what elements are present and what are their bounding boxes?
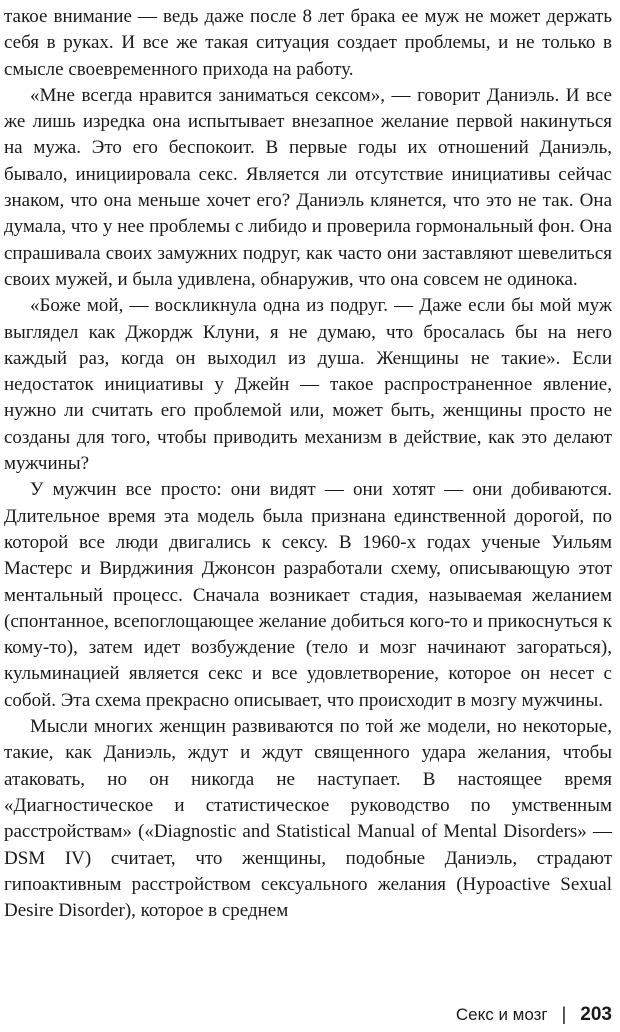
footer-separator: | (561, 1004, 567, 1024)
paragraph-3: «Боже мой, — воскликнула одна из подруг. — Даже если бы мой муж выглядел как Джордж Клуни, я не думаю, что бросалась бы на него каждый раз, когда он выходил из душа. Женщины не такие». Если недостаток инициативы у Джейн — такое распространенное явление, нужно ли считать его проблемой или, может быть, женщины просто не созданы для того, чтобы приводить механизм в действие, как это делают мужчины? (4, 295, 612, 475)
page-number: 203 (580, 1004, 612, 1025)
running-head: Секс и мозг (455, 1005, 548, 1024)
paragraph-5: Мысли многих женщин развиваются по той же модели, но некоторые, такие, как Даниэль, ждут и ждут священного удара желания, чтобы атаковать, но он никогда не наступает. В настоящее время «Диагностическое и статистическое руководство по умственным расстройствам» («Diagnostic and Statistical Manual of Mental Disorders» — DSM IV) считает, что женщины, подобные Даниэль, страдают гипоактивным расстройством сексуального желания (Hypoactive Sexual Desire Disorder), которое в среднем (4, 716, 612, 922)
page-footer (456, 1004, 612, 1026)
body-text (4, 4, 612, 924)
paragraph-4: У мужчин все просто: они видят — они хотят — они добиваются. Длительное время эта модель была признана единственной дорогой, по которой все люди двигались к сексу. В 1960-х годах ученые Уильям Мастерс и Вирджиния Джонсон разработали схему, описывающую этот ментальный процесс. Сначала возникает стадия, называемая желанием (спонтанное, всепоглощающее желание добиться кого-то и прикоснуться к кому-то), затем идет возбуждение (тело и мозг начинают загораться), кульминацией является секс и все удовлетворение, которое он несет с собой. Эта схема прекрасно описывает, что происходит в мозгу мужчины. (4, 479, 612, 711)
paragraph-2: «Мне всегда нравится заниматься сексом», — говорит Даниэль. И все же лишь изредка она испытывает внезапное желание первой накинуться на мужа. Это его беспокоит. В первые годы их отношений Даниэль, бывало, инициировала секс. Является ли отсутствие инициативы сейчас знаком, что она меньше хочет его? Даниэль клянется, что это не так. Она думала, что у нее проблемы с либидо и проверила гормональный фон. Она спрашивала своих замужних подруг, как часто они заставляют шевелиться своих мужей, и была удивлена, обнаружив, что она совсем не одинока. (4, 84, 612, 290)
paragraph-1: такое внимание — ведь даже после 8 лет брака ее муж не может держать себя в руках. И все же такая ситуация создает проблемы, и не только в смысле своевременного прихода на работу. (4, 6, 612, 80)
